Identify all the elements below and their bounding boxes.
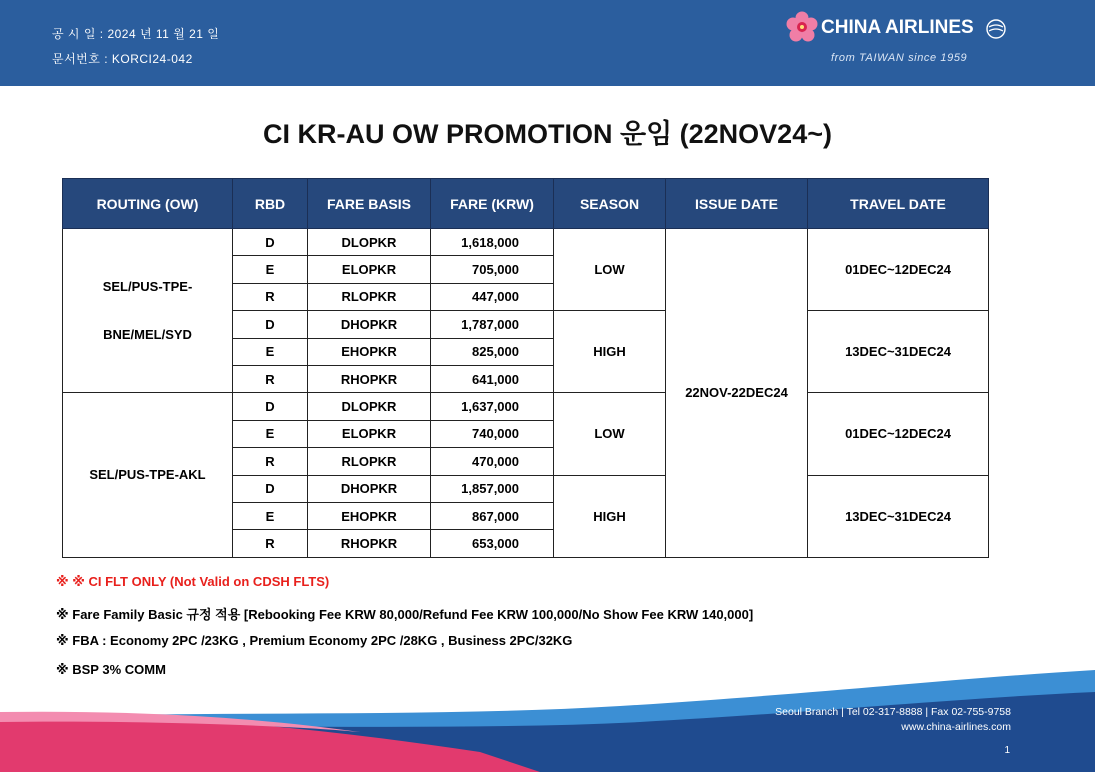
fare-basis-cell: DHOPKR xyxy=(308,475,431,502)
fare-basis-cell: DLOPKR xyxy=(308,229,431,256)
skyteam-icon xyxy=(985,18,1007,40)
fare-cell: 867,000 xyxy=(431,502,554,529)
fare-cell: 1,787,000 xyxy=(431,311,554,338)
brand-name: CHINA AIRLINES xyxy=(821,17,974,38)
note-ci-flight-only: ※ ※ CI FLT ONLY (Not Valid on CDSH FLTS) xyxy=(56,574,330,589)
fare-basis-cell: ELOPKR xyxy=(308,420,431,447)
routing-cell xyxy=(63,393,233,557)
rbd-cell: E xyxy=(233,502,308,529)
rbd-cell: E xyxy=(233,338,308,365)
page-number: 1 xyxy=(1004,745,1010,756)
fare-cell: 705,000 xyxy=(431,256,554,283)
travel-date-cell: 13DEC~31DEC24 xyxy=(808,475,989,557)
rbd-cell: E xyxy=(233,256,308,283)
fare-cell: 1,618,000 xyxy=(431,229,554,256)
fare-cell: 1,637,000 xyxy=(431,393,554,420)
fare-basis-cell: RLOPKR xyxy=(308,448,431,475)
fare-cell: 653,000 xyxy=(431,530,554,557)
brand-tagline: from TAIWAN since 1959 xyxy=(831,52,968,64)
fare-cell: 1,857,000 xyxy=(431,475,554,502)
header-rbd: RBD xyxy=(233,179,308,229)
rbd-cell: R xyxy=(233,530,308,557)
announce-date: 공 시 일 : 2024 년 11 월 21 일 xyxy=(52,27,220,41)
season-cell: LOW xyxy=(554,229,666,311)
header-issue-date: ISSUE DATE xyxy=(666,179,808,229)
season-cell: HIGH xyxy=(554,475,666,557)
fare-basis-cell: RHOPKR xyxy=(308,365,431,392)
rbd-cell: E xyxy=(233,420,308,447)
fare-cell: 825,000 xyxy=(431,338,554,365)
fare-cell: 641,000 xyxy=(431,365,554,392)
header-season: SEASON xyxy=(554,179,666,229)
issue-date-cell: 22NOV-22DEC24 xyxy=(666,229,808,558)
table-row xyxy=(63,393,989,420)
travel-date-cell: 13DEC~31DEC24 xyxy=(808,311,989,393)
page-title: CI KR-AU OW PROMOTION 운임 (22NOV24~) xyxy=(263,119,832,149)
routing-line: SEL/PUS-TPE- xyxy=(102,278,193,294)
footer-contact: Seoul Branch | Tel 02-317-8888 | Fax 02-755-9758 xyxy=(775,706,1011,718)
footer-website: www.china-airlines.com xyxy=(901,721,1011,733)
header-band xyxy=(0,0,1095,86)
rbd-cell: R xyxy=(233,365,308,392)
header-fare: FARE (KRW) xyxy=(431,179,554,229)
plum-blossom-icon xyxy=(785,10,819,44)
table-header-row xyxy=(63,179,989,229)
header-travel-date: TRAVEL DATE xyxy=(808,179,989,229)
fare-cell: 740,000 xyxy=(431,420,554,447)
fare-basis-cell: DLOPKR xyxy=(308,393,431,420)
fare-basis-cell: EHOPKR xyxy=(308,502,431,529)
rbd-cell: R xyxy=(233,283,308,310)
fare-table xyxy=(62,178,989,558)
season-cell: HIGH xyxy=(554,311,666,393)
rbd-cell: D xyxy=(233,311,308,338)
fare-cell: 470,000 xyxy=(431,448,554,475)
document-number: 문서번호 : KORCI24-042 xyxy=(52,52,193,66)
note-fare-family: ※ Fare Family Basic 규정 적용 [Rebooking Fee KRW 80,000/Refund Fee KRW 100,000/No Show Fee KRW 140,000] xyxy=(56,607,754,622)
routing-line: SEL/PUS-TPE-AKL xyxy=(89,467,206,483)
travel-date-cell: 01DEC~12DEC24 xyxy=(808,393,989,475)
routing-line: BNE/MEL/SYD xyxy=(103,326,192,342)
note-baggage: ※ FBA : Economy 2PC /23KG , Premium Economy 2PC /28KG , Business 2PC/32KG xyxy=(56,633,573,648)
header-fare-basis: FARE BASIS xyxy=(308,179,431,229)
fare-basis-cell: RHOPKR xyxy=(308,530,431,557)
rbd-cell: D xyxy=(233,393,308,420)
fare-basis-cell: ELOPKR xyxy=(308,256,431,283)
routing-cell xyxy=(63,229,233,393)
header-routing: ROUTING (OW) xyxy=(63,179,233,229)
fare-cell: 447,000 xyxy=(431,283,554,310)
travel-date-cell: 01DEC~12DEC24 xyxy=(808,229,989,311)
rbd-cell: D xyxy=(233,475,308,502)
season-cell: LOW xyxy=(554,393,666,475)
fare-basis-cell: DHOPKR xyxy=(308,311,431,338)
table-row xyxy=(63,229,989,256)
rbd-cell: D xyxy=(233,229,308,256)
note-commission: ※ BSP 3% COMM xyxy=(56,662,166,677)
fare-basis-cell: EHOPKR xyxy=(308,338,431,365)
china-airlines-logo xyxy=(785,10,1025,70)
fare-basis-cell: RLOPKR xyxy=(308,283,431,310)
rbd-cell: R xyxy=(233,448,308,475)
